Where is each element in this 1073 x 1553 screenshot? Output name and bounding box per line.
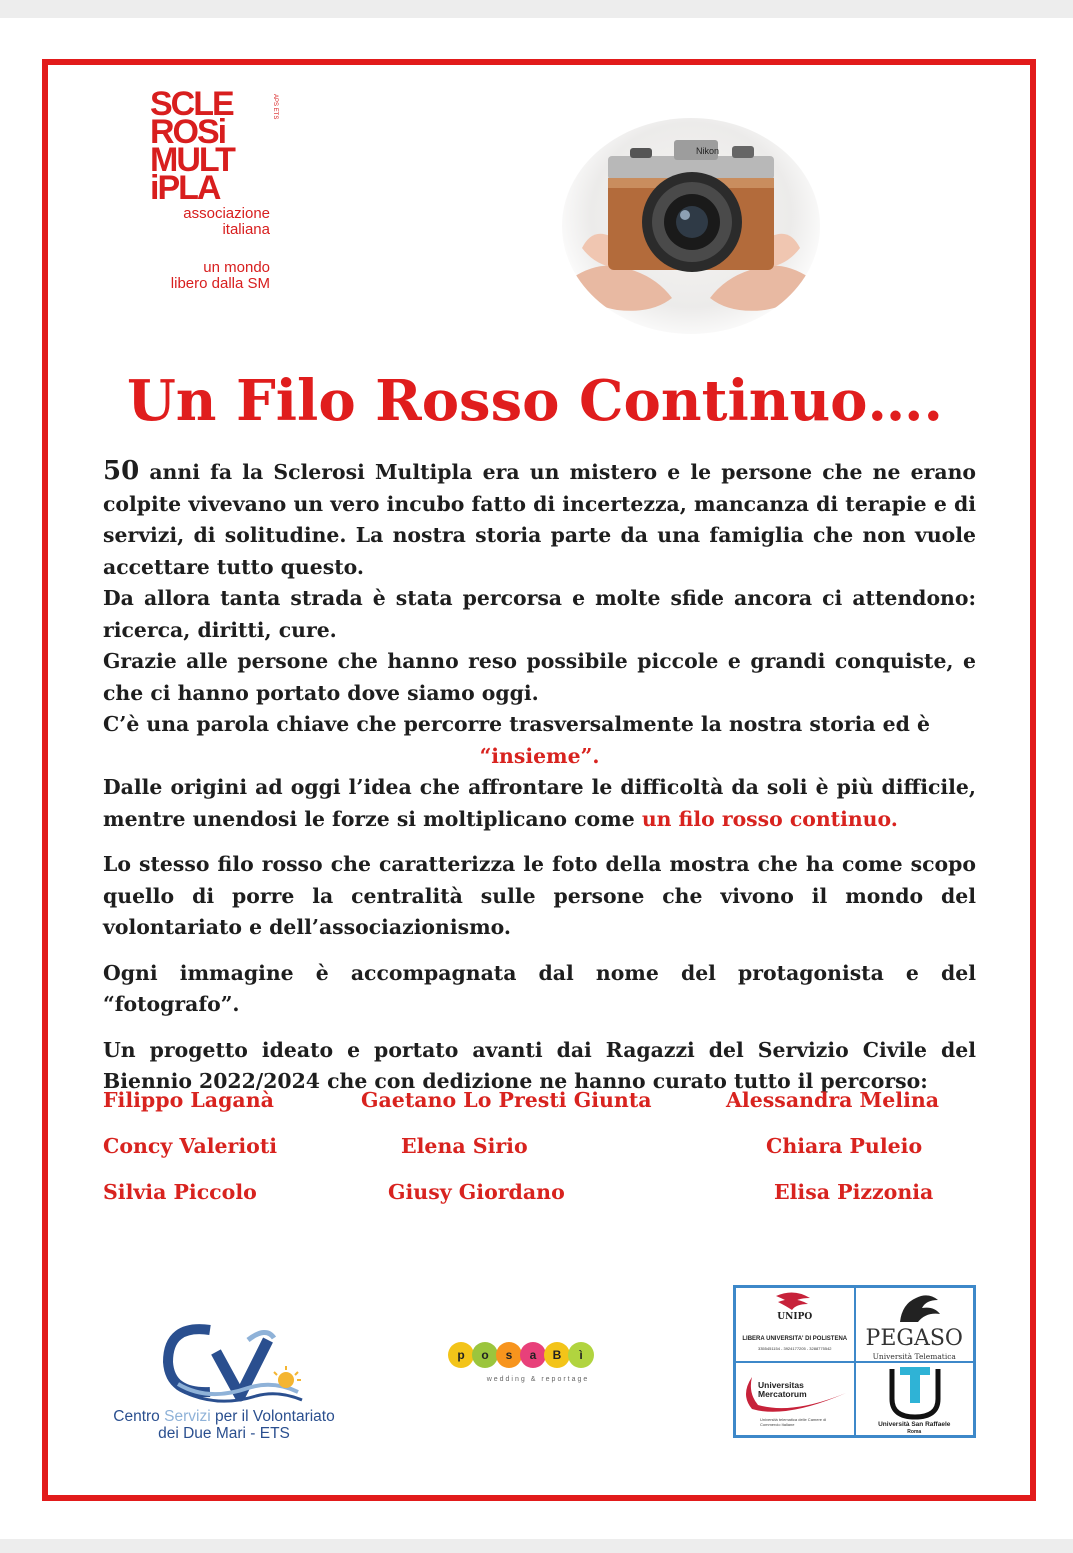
slogan-rest: dalla SM — [207, 275, 270, 292]
unipo-name: LIBERA UNIVERSITA' DI POLISTENA — [742, 1336, 848, 1342]
posabi-letter: B — [544, 1342, 570, 1368]
volunteer-name: Elisa Pizzonia — [774, 1180, 934, 1204]
volunteer-name: Chiara Puleio — [766, 1134, 923, 1158]
posabi-letter: p — [448, 1342, 474, 1368]
camera-illustration-icon — [562, 118, 820, 334]
university-logos — [733, 1285, 976, 1438]
paragraph-origins — [103, 772, 976, 835]
paragraph-exhibition: Lo stesso filo rosso che caratterizza le foto della mostra che ha come scopo quello di porre la centralità sulle persone che vivono il mondo del volontariato e dell’associazionismo. — [103, 852, 976, 939]
mercatorum-subtitle: Università telematica delle Camere di Commercio Italiane — [760, 1416, 827, 1427]
csv-caption-part: per il Volontariato — [210, 1408, 335, 1425]
posabi-letter: a — [520, 1342, 546, 1368]
mercatorum-name — [758, 1381, 807, 1399]
body-text — [103, 456, 976, 1098]
logo-association-text — [150, 206, 270, 238]
slogan-line-2 — [150, 276, 270, 292]
unipo-logo — [736, 1288, 854, 1361]
red-thread-phrase: un filo rosso continuo. — [641, 806, 898, 831]
unipo-contacts: 3355451154 - 3924177205 - 3288775542 — [757, 1346, 832, 1351]
san-raffaele-name: Università San Raffaele — [878, 1420, 951, 1428]
logo-word-line: SCLE — [150, 85, 233, 123]
posabi-letter: ì — [568, 1342, 594, 1368]
san-raffaele-u-icon — [856, 1363, 974, 1423]
paragraph-thanks: Grazie alle persone che hanno reso possibile piccole e grandi conquiste, e che ci hanno portato dove siamo oggi. — [103, 649, 976, 705]
san-raffaele-city: Roma — [907, 1428, 922, 1435]
mercatorum-logo — [736, 1363, 854, 1436]
csv-mark-icon — [98, 1322, 350, 1406]
paragraph-keyword: C’è una parola chiave che percorre trasversalmente la nostra storia ed è — [103, 712, 930, 736]
paragraph-images: Ogni immagine è accompagnata dal nome del protagonista e del “fotografo”. — [103, 960, 976, 1016]
pegaso-name: PEGASO — [865, 1326, 963, 1351]
csv-caption-part: Servizi — [164, 1408, 211, 1425]
svg-text:Nikon: Nikon — [696, 146, 720, 156]
volunteer-name: Elena Sirio — [401, 1134, 528, 1158]
mercatorum-line: Mercatorum — [758, 1388, 807, 1399]
pegaso-horse-icon — [856, 1288, 974, 1328]
volunteer-name: Giusy Giordano — [388, 1180, 565, 1204]
logo-word-line: MULT — [150, 141, 234, 179]
logo-aps-label: APS ETS — [272, 94, 278, 120]
volunteer-name: Concy Valerioti — [103, 1134, 278, 1158]
camera-photo — [562, 118, 820, 334]
keyword-insieme: “insieme”. — [479, 743, 600, 768]
volunteer-name: Filippo Laganà — [103, 1088, 274, 1112]
san-raffaele-logo — [856, 1363, 974, 1436]
volunteer-name: Silvia Piccolo — [103, 1180, 257, 1204]
posabi-logo — [448, 1342, 633, 1398]
logo-slogan — [150, 260, 270, 292]
page-title: Un Filo Rosso Continuo…. — [126, 368, 944, 434]
logo-assoc-line: italiana — [222, 221, 270, 238]
csv-caption-part: Centro — [113, 1408, 165, 1425]
posabi-letter: o — [472, 1342, 498, 1368]
posabi-letter: s — [496, 1342, 522, 1368]
csv-caption-line-1 — [98, 1408, 350, 1425]
logo-word-line: ROSi — [150, 113, 226, 151]
slogan-strong: libero — [170, 275, 208, 292]
pegaso-subtitle: Università Telematica — [872, 1352, 956, 1361]
csv-logo — [98, 1322, 350, 1450]
mercatorum-line: Universitas — [758, 1379, 804, 1390]
logo-word-line: iPLA — [150, 169, 220, 207]
logo-assoc-line: associazione — [183, 205, 270, 222]
csv-caption-line-2: dei Due Mari - ETS — [158, 1425, 290, 1442]
pegaso-logo — [856, 1288, 974, 1361]
paragraph-intro — [103, 456, 976, 583]
paragraph-road: Da allora tanta strada è stata percorsa e molte sfide ancora ci attendono: ricerca, diritti, cure. — [103, 586, 976, 642]
paragraph-intro-text: anni fa la Sclerosi Multipla era un mistero e le persone che ne erano colpite vivevano un vero incubo fatto di incertezza, mancanza di terapie e di servizi, di solitudine. La nostra storia parte da una famiglia che non vuole accettare tutto questo. — [103, 460, 976, 579]
bottom-strip — [0, 1539, 1073, 1553]
paragraph-project: Un progetto ideato e portato avanti dai Ragazzi del Servizio Civile del Biennio 2022/2024 che con dedizione ne hanno curato tutto il percorso: — [103, 1037, 976, 1093]
unipo-mark: UNIPO — [777, 1312, 813, 1322]
csv-caption — [98, 1408, 350, 1442]
volunteer-name: Gaetano Lo Presti Giunta — [361, 1088, 652, 1112]
posabi-dots — [448, 1342, 633, 1368]
aism-logo — [150, 85, 280, 292]
volunteer-name: Alessandra Melina — [726, 1088, 940, 1112]
slogan-line-1: un mondo — [203, 259, 270, 276]
paragraph-origins-text: Dalle origini ad oggi l’idea che affrontare le difficoltà da soli è più difficile, mentre unendosi le forze si moltiplicano come — [103, 775, 976, 831]
highlight-number: 50 — [103, 456, 140, 486]
posabi-tagline: wedding & reportage — [486, 1376, 590, 1383]
top-strip — [0, 0, 1073, 18]
